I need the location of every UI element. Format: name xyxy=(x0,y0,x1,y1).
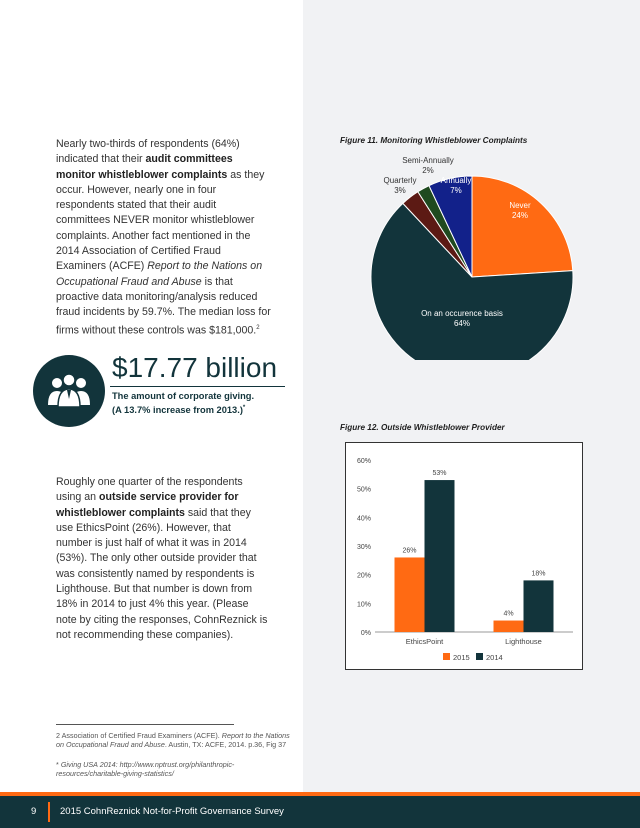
footnote-2 xyxy=(56,731,296,749)
pie-value-label: 3% xyxy=(394,186,406,195)
bar-chart xyxy=(345,442,583,670)
pie-value-label: 24% xyxy=(511,211,529,220)
legend-label: 2015 xyxy=(453,653,470,662)
footnote-ref: 2 xyxy=(256,324,260,331)
bar-data-label: 26% xyxy=(402,547,417,555)
intro-paragraph xyxy=(56,137,271,338)
footnote-marker: * xyxy=(56,760,59,769)
y-tick-label: 20% xyxy=(356,572,371,580)
y-tick-label: 10% xyxy=(356,601,371,609)
text-run: Roughly one quarter of the respondents using an xyxy=(56,476,243,504)
bar-2015-lighthouse xyxy=(494,621,524,632)
report-title: Report to the Nations on Occupational Fraud and Abuse xyxy=(56,260,263,288)
sidebar-panel xyxy=(303,0,640,796)
x-tick-label: Lighthouse xyxy=(505,637,542,646)
y-tick-label: 40% xyxy=(356,515,371,523)
page-number: 9 xyxy=(31,806,37,817)
legend-label: 2014 xyxy=(486,653,503,662)
callout-description xyxy=(112,391,254,416)
bold-text: audit committees monitor whistleblower complaints xyxy=(56,153,233,181)
bold-text: outside service provider for whistleblower complaints xyxy=(56,491,239,519)
pie-value-label: 7% xyxy=(450,186,462,195)
y-tick-label: 60% xyxy=(356,458,371,465)
bar-data-label: 4% xyxy=(503,610,514,618)
callout-line-1: The amount of corporate giving. xyxy=(112,391,255,401)
footnote-ref: * xyxy=(242,404,246,411)
footnote-divider xyxy=(56,724,234,725)
text-run: as they occur. However, nearly one in four respondents stated that their audit committees NEVER monitor whistleblower complaints. Another fact mentioned in the 2014 Association of Certified Fraud Examiners (ACFE) xyxy=(56,168,265,273)
bar-2014-ethicspoint xyxy=(425,480,455,632)
y-tick-label: 0% xyxy=(360,630,371,637)
pie-chart xyxy=(330,150,610,360)
footer-divider xyxy=(48,802,50,822)
bar-2014-lighthouse xyxy=(524,580,554,632)
source-citation: Giving USA 2014: http://www.nptrust.org/philanthropic-resources/charitable-giving-statistics/ xyxy=(56,760,235,778)
pie-label: Semi-Annually xyxy=(402,156,454,165)
pie-label: Quarterly xyxy=(383,176,417,185)
pie-label: Never xyxy=(509,201,531,210)
text-run: is that proactive data monitoring/analysis reduced fraud incidents by 59.7%. The median loss for firms without these controls was $181,000. xyxy=(56,275,271,337)
footer-title: 2015 CohnReznick Not-for-Profit Governance Survey xyxy=(60,806,284,817)
pie-label: Annually xyxy=(440,176,472,185)
callout-line-2 xyxy=(112,403,254,417)
pie-value-label: 2% xyxy=(422,166,434,175)
x-tick-label: EthicsPoint xyxy=(405,637,444,646)
figure-12-title: Figure 12. Outside Whistleblower Provider xyxy=(340,423,505,432)
bar-2015-ethicspoint xyxy=(395,557,425,632)
text-run: Nearly two-thirds of respondents (64%) indicated that their xyxy=(56,138,240,166)
pie-label: On an occurence basis xyxy=(421,309,503,318)
pie-slice-never xyxy=(472,176,573,277)
pie-value-label: 64% xyxy=(453,319,471,328)
bar-data-label: 18% xyxy=(531,570,546,578)
text-run: Association of Certified Fraud Examiners (ACFE). xyxy=(61,731,222,740)
text-run: said that they use EthicsPoint (26%). However, that number is just half of what it was in 2014 (53%). The only other outside provider that was consistently named by respondents is Lighthouse. But that number is down from 18% in 2014 to just 4% this year. (Please note by citing the responses, CohnReznick is not recommending these companies). xyxy=(56,506,268,641)
callout-divider xyxy=(110,386,285,387)
people-icon xyxy=(33,355,105,427)
legend-swatch-2015 xyxy=(443,653,450,660)
report-title: Report to the Nations on Occupational Fraud and Abuse xyxy=(56,731,290,749)
legend-swatch-2014 xyxy=(476,653,483,660)
bar-data-label: 53% xyxy=(432,470,447,478)
callout-line-2-text: (A 13.7% increase from 2013.) xyxy=(112,404,243,415)
chart-frame xyxy=(346,443,583,670)
callout-amount: $17.77 billion xyxy=(112,352,278,383)
provider-paragraph xyxy=(56,475,268,643)
footnote-star xyxy=(56,760,296,778)
y-tick-label: 30% xyxy=(356,544,371,551)
figure-11-title: Figure 11. Monitoring Whistleblower Complaints xyxy=(340,136,528,145)
footnote-number: 2 xyxy=(56,731,60,740)
text-run: . Austin, TX: ACFE, 2014. p.36, Fig 37 xyxy=(164,740,287,749)
y-tick-label: 50% xyxy=(356,486,371,494)
